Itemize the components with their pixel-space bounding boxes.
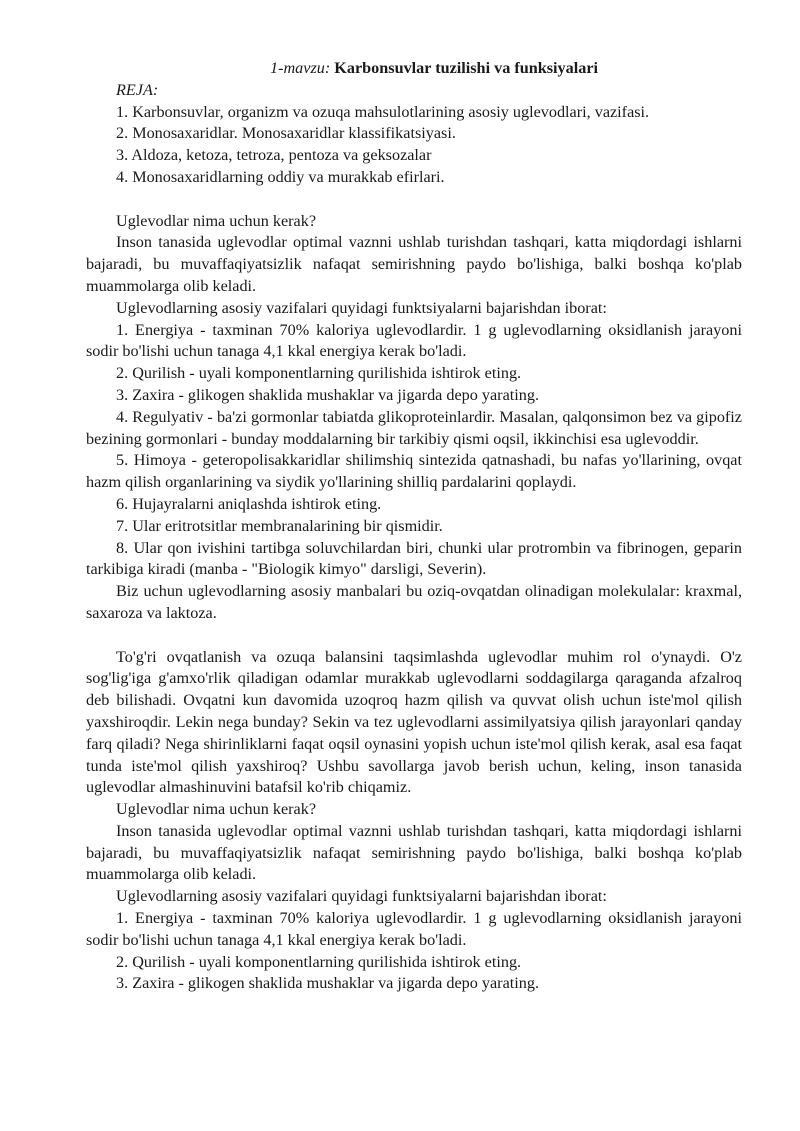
paragraph: 7. Ular eritrotsitlar membranalarining bir qismidir. <box>116 516 443 535</box>
paragraph: 4. Regulyativ - ba'zi gormonlar tabiatda glikoproteinlardir. Masalan, qalqonsimon bez va gipofiz bezining gormonlari - bunday moddalarning bir tarkibiy qismi oqsil, ikkinchisi esa uglevoddir. <box>86 407 742 448</box>
plan-item: 2. Monosaxaridlar. Monosaxaridlar klassifikatsiyasi. <box>116 124 456 143</box>
document-page <box>86 58 742 995</box>
paragraph: To'g'ri ovqatlanish va ozuqa balansini taqsimlashda uglevodlar muhim rol o'ynaydi. O'z sog'lig'iga g'amxo'rlik qiladigan odamlar murakkab uglevodlarni soddagilarga qaraganda afzalroq deb bilishadi. Ovqatni kun davomida uzoqroq hazm qilish va quvvat olish uchun iste'mol qilish yaxshiroqdir. Lekin nega bunday? Sekin va tez uglevodlarni assimilyatsiya qilish jarayonlari qanday farq qiladi? Nega shirinliklarni faqat oqsil oynasini yopish uchun iste'mol qilish kerak, asal esa faqat tunda iste'mol qilish yaxshiroq? Ushbu savollarga javob berish uchun, keling, inson tanasida uglevodlar almashinuvini batafsil ko'rib chiqamiz. <box>86 647 742 797</box>
topic-name: Karbonsuvlar tuzilishi va funksiyalari <box>334 59 598 77</box>
paragraph: Inson tanasida uglevodlar optimal vaznni ushlab turishdan tashqari, katta miqdordagi ishlarni bajaradi, bu muvaffaqiyatsizlik nafaqat semirishning paydo bo'lishiga, balki boshqa ko'plab muammolarga olib keladi. <box>86 821 742 884</box>
paragraph: 1. Energiya - taxminan 70% kaloriya uglevodlardir. 1 g uglevodlarning oksidlanish jarayoni sodir bo'lishi uchun tanaga 4,1 kkal energiya kerak bo'ladi. <box>86 320 742 361</box>
paragraph: Uglevodlar nima uchun kerak? <box>116 800 317 819</box>
plan-item: 3. Aldoza, ketoza, tetroza, pentoza va geksozalar <box>116 146 432 165</box>
paragraph: Uglevodlarning asosiy vazifalari quyidagi funktsiyalarni bajarishdan iborat: <box>116 298 607 317</box>
paragraph: 2. Qurilish - uyali komponentlarning qurilishida ishtirok eting. <box>116 952 522 971</box>
page-title <box>86 58 742 80</box>
plan-heading: REJA: <box>116 80 159 99</box>
paragraph: Uglevodlarning asosiy vazifalari quyidagi funktsiyalarni bajarishdan iborat: <box>116 887 607 906</box>
paragraph: Biz uchun uglevodlarning asosiy manbalari bu oziq-ovqatdan olinadigan molekulalar: kraxmal, saxaroza va laktoza. <box>86 582 742 622</box>
topic-label: 1-mavzu: <box>270 59 331 77</box>
paragraph: 2. Qurilish - uyali komponentlarning qurilishida ishtirok eting. <box>116 364 522 383</box>
paragraph: 1. Energiya - taxminan 70% kaloriya uglevodlardir. 1 g uglevodlarning oksidlanish jarayoni sodir bo'lishi uchun tanaga 4,1 kkal energiya kerak bo'ladi. <box>86 909 742 949</box>
paragraph: 6. Hujayralarni aniqlashda ishtirok eting. <box>116 494 382 513</box>
paragraph: 5. Himoya - geteropolisakkaridlar shilimshiq sintezida qatnashadi, bu nafas yo'llarining, ovqat hazm qilish organlarining va siydik yo'llarining shilliq pardalarini qoplaydi. <box>86 451 742 492</box>
paragraph: 8. Ular qon ivishini tartibga soluvchilardan biri, chunki ular protrombin va fibrinogen, geparin tarkibiga kiradi (manba - "Biologik kimyo" darsligi, Severin). <box>86 538 742 579</box>
spacer <box>86 625 742 647</box>
plan-item: 1. Karbonsuvlar, organizm va ozuqa mahsulotlarining asosiy uglevodlari, vazifasi. <box>116 102 650 121</box>
paragraph: Uglevodlar nima uchun kerak? <box>116 211 317 230</box>
paragraph: 3. Zaxira - glikogen shaklida mushaklar va jigarda depo yarating. <box>116 385 539 404</box>
paragraph: Inson tanasida uglevodlar optimal vaznni ushlab turishdan tashqari, katta miqdordagi ishlarni bajaradi, bu muvaffaqiyatsizlik nafaqat semirishning paydo bo'lishiga, balki boshqa ko'plab muammolarga olib keladi. <box>86 233 742 295</box>
paragraph: 3. Zaxira - glikogen shaklida mushaklar va jigarda depo yarating. <box>116 974 539 993</box>
spacer <box>86 189 742 211</box>
plan-item: 4. Monosaxaridlarning oddiy va murakkab efirlari. <box>116 167 445 186</box>
